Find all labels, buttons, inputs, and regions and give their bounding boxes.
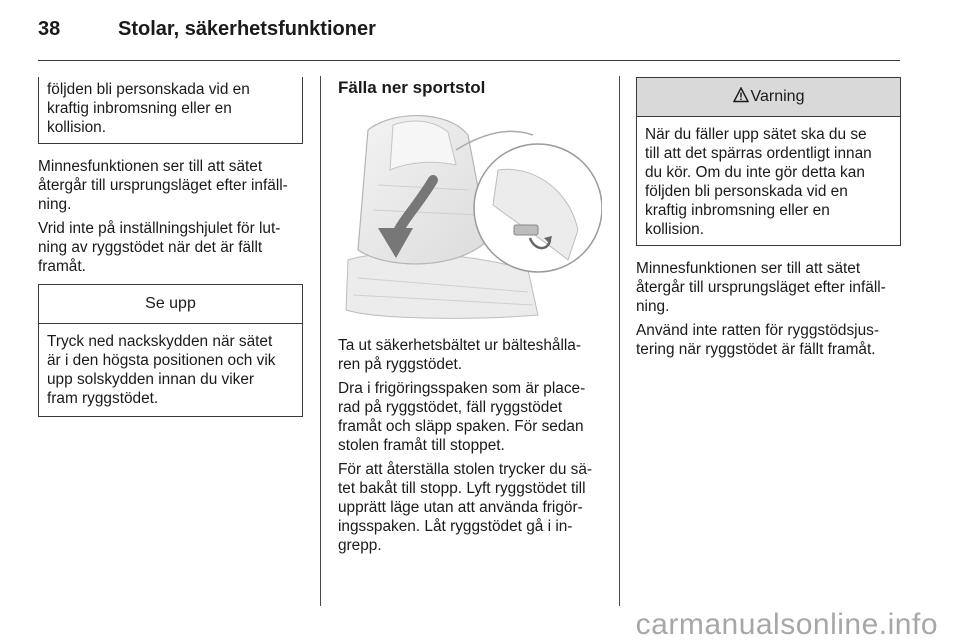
- memory-paragraph: Minnesfunktionen ser till att sätet återgår till ursprungsläget efter infäll- ning.: [38, 158, 288, 213]
- tilt-paragraph: Vrid inte på inställningshjulet för lut- ning av ryggstödet när det är fällt framåt.: [38, 220, 281, 275]
- warning-line: När du fäller upp sätet ska du se: [645, 126, 867, 143]
- restore-paragraph: För att återställa stolen trycker du sä- tet bakåt till stopp. Lyft ryggstödet till upprätt läge utan att använda frigör- ingsspaken. Låt ryggstödet gå i in- grepp.: [338, 461, 593, 554]
- section-heading: Fälla ner sportstol: [338, 78, 486, 97]
- warning-line: till att det spärras ordentligt innan: [645, 145, 872, 162]
- warning-header: [637, 78, 900, 117]
- right-column: [636, 77, 901, 364]
- caution-box: [38, 284, 303, 417]
- warning-box: [636, 77, 901, 246]
- warning-line: kraftig inbromsning eller en: [645, 202, 830, 219]
- page-title: Stolar, säkerhetsfunktioner: [118, 18, 376, 40]
- memory-paragraph-right: Minnesfunktionen ser till att sätet återgår till ursprungsläget efter infäll- ning.: [636, 260, 886, 315]
- box-line: kollision.: [47, 119, 107, 136]
- caution-line: upp solskydden innan du viker: [47, 371, 255, 388]
- box-line: följden bli personskada vid en: [47, 81, 250, 98]
- wheel-paragraph: Använd inte ratten för ryggstödsjus- tering när ryggstödet är fällt framåt.: [636, 322, 879, 358]
- seatbelt-paragraph: Ta ut säkerhetsbältet ur bälteshålla- ren på ryggstödet.: [338, 337, 581, 373]
- caution-title: Se upp: [39, 285, 302, 324]
- seat-illustration: [338, 110, 602, 324]
- header-rule: [38, 60, 900, 61]
- caution-line: fram ryggstödet.: [47, 390, 159, 407]
- warning-triangle-icon: [733, 87, 749, 103]
- release-paragraph: Dra i frigöringsspaken som är place- rad på ryggstödet, fäll ryggstödet framåt och släpp spaken. För sedan stolen framåt till stoppet.: [338, 380, 586, 454]
- middle-column: [338, 78, 606, 560]
- caution-line: Tryck ned nackskydden när sätet: [47, 333, 273, 350]
- column-divider-right: [619, 76, 620, 606]
- warning-line: kollision.: [645, 221, 705, 238]
- page-number: 38: [38, 18, 61, 40]
- watermark[interactable]: carmanualsonline.info: [635, 608, 938, 641]
- box-line: kraftig inbromsning eller en: [47, 100, 232, 117]
- seat-fold-illustration: [338, 110, 602, 324]
- warning-line: följden bli personskada vid en: [645, 183, 848, 200]
- left-column: [38, 77, 303, 417]
- warning-title: Varning: [750, 88, 805, 105]
- column-divider-left: [320, 76, 321, 606]
- caution-line: är i den högsta positionen och vik: [47, 352, 276, 369]
- warning-line: du kör. Om du inte gör detta kan: [645, 164, 865, 181]
- page-header: [38, 18, 376, 41]
- continued-warning-box: [38, 77, 303, 144]
